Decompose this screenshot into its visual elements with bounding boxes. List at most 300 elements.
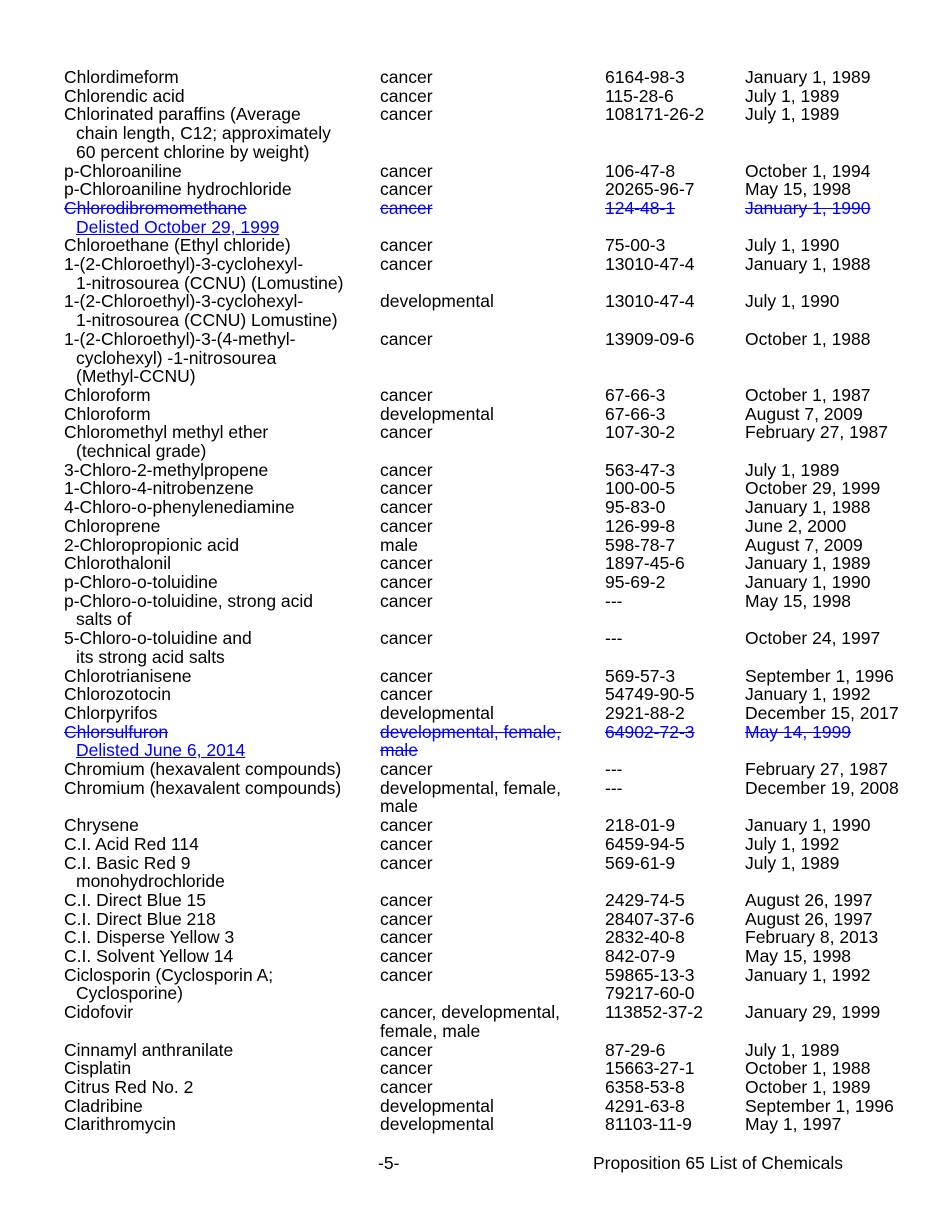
toxicity-type-cell: [380, 910, 605, 929]
date-listed-cell: [745, 517, 915, 536]
date-listed-cell: [745, 667, 915, 686]
chemical-name-cell: [64, 947, 380, 966]
date-listed-cell: [745, 1115, 915, 1134]
toxicity-type: cancer: [380, 946, 433, 967]
chemical-name: C.I. Basic Red 9: [64, 852, 191, 873]
chemical-name-cell: [64, 199, 380, 236]
cas-number-cell: [605, 629, 745, 666]
toxicity-type: cancer: [380, 684, 433, 705]
cas-number: 67-66-3: [605, 384, 666, 405]
chemical-name: C.I. Direct Blue 218: [64, 908, 216, 929]
cas-number-cell: [605, 68, 745, 87]
cas-number: 1897-45-6: [605, 553, 685, 574]
date-listed: October 1, 1988: [745, 328, 871, 349]
chemical-name-cell: [64, 180, 380, 199]
date-listed: October 1, 1988: [745, 1058, 871, 1079]
toxicity-type: cancer: [380, 179, 433, 200]
chemical-name: Ciclosporin (Cyclosporin A;: [64, 964, 274, 985]
table-row: [64, 947, 924, 966]
cas-number-cell: [605, 947, 745, 966]
cas-number: 20265-96-7: [605, 179, 695, 200]
date-listed: May 15, 1998: [745, 946, 852, 967]
chemical-name: Chromium (hexavalent compounds): [64, 759, 342, 780]
cas-number-cell: [605, 835, 745, 854]
date-listed-cell: [745, 405, 915, 424]
toxicity-type: cancer: [380, 197, 433, 218]
cas-number: ---: [605, 628, 623, 649]
cas-number: 87-29-6: [605, 1039, 666, 1060]
toxicity-type: male: [380, 796, 418, 817]
toxicity-type-cell: [380, 292, 605, 329]
table-row: [64, 723, 924, 760]
chemical-name: 1-(2-Chloroethyl)-3-cyclohexyl-: [64, 291, 304, 312]
date-listed-cell: [745, 854, 915, 891]
toxicity-type: developmental: [380, 1114, 494, 1135]
toxicity-type-cell: [380, 498, 605, 517]
table-row: [64, 779, 924, 816]
date-listed: January 1, 1990: [745, 197, 871, 218]
date-listed: February 8, 2013: [745, 927, 879, 948]
chemical-name: (technical grade): [76, 441, 207, 462]
toxicity-type-cell: [380, 68, 605, 87]
date-listed: January 1, 1992: [745, 684, 871, 705]
table-row: [64, 1078, 924, 1097]
cas-number-cell: [605, 1097, 745, 1116]
table-row: [64, 199, 924, 236]
delisted-note-link: [64, 218, 380, 237]
date-listed-cell: [745, 629, 915, 666]
toxicity-type-cell: [380, 704, 605, 723]
toxicity-type: cancer: [380, 833, 433, 854]
date-listed-cell: [745, 835, 915, 854]
table-row: [64, 292, 924, 329]
chemical-name: 1-nitrosourea (CCNU) Lomustine): [76, 310, 338, 331]
toxicity-type: cancer: [380, 459, 433, 480]
chemical-name: C.I. Solvent Yellow 14: [64, 946, 234, 967]
cas-number: ---: [605, 590, 623, 611]
toxicity-type: cancer: [380, 104, 433, 125]
cas-number: 115-28-6: [605, 85, 674, 106]
date-listed-cell: [745, 573, 915, 592]
table-row: [64, 835, 924, 854]
toxicity-type-cell: [380, 629, 605, 666]
date-listed: May 14, 1999: [745, 721, 852, 742]
chemical-name: 3-Chloro-2-methylpropene: [64, 459, 269, 480]
toxicity-type: cancer: [380, 628, 433, 649]
cas-number-cell: [605, 816, 745, 835]
date-listed-cell: [745, 479, 915, 498]
toxicity-type-cell: [380, 1097, 605, 1116]
table-row: [64, 461, 924, 480]
chemical-name-cell: [64, 1097, 380, 1116]
cas-number: 6164-98-3: [605, 67, 685, 87]
chemical-name: Chlorodibromomethane: [64, 197, 247, 218]
chemical-name-cell: [64, 105, 380, 161]
date-listed-cell: [745, 947, 915, 966]
date-listed-cell: [745, 199, 915, 236]
chemical-name: 4-Chloro-o-phenylenediamine: [64, 497, 295, 518]
toxicity-type-cell: [380, 423, 605, 460]
date-listed-cell: [745, 255, 915, 292]
chemical-name-cell: [64, 910, 380, 929]
toxicity-type-cell: [380, 928, 605, 947]
date-listed: August 7, 2009: [745, 534, 863, 555]
date-listed: February 27, 1987: [745, 759, 889, 780]
toxicity-type: cancer: [380, 665, 433, 686]
table-row: [64, 667, 924, 686]
delisted-link[interactable]: Delisted June 6, 2014: [76, 740, 246, 761]
chemical-name: 1-nitrosourea (CCNU) (Lomustine): [76, 272, 344, 293]
cas-number-cell: [605, 667, 745, 686]
table-row: [64, 162, 924, 181]
cas-number-cell: [605, 479, 745, 498]
toxicity-type: cancer: [380, 422, 433, 443]
toxicity-type-cell: [380, 685, 605, 704]
date-listed-cell: [745, 162, 915, 181]
toxicity-type: cancer: [380, 964, 433, 985]
cas-number-cell: [605, 199, 745, 236]
chemical-name-cell: [64, 405, 380, 424]
date-listed: October 1, 1989: [745, 1076, 871, 1097]
cas-number: 67-66-3: [605, 403, 666, 424]
date-listed-cell: [745, 68, 915, 87]
cas-number: 95-69-2: [605, 571, 666, 592]
chemical-name: Chloroform: [64, 403, 151, 424]
cas-number: 13909-09-6: [605, 328, 695, 349]
cas-number: 75-00-3: [605, 235, 666, 256]
toxicity-type-cell: [380, 891, 605, 910]
date-listed: January 1, 1992: [745, 964, 871, 985]
cas-number: 59865-13-3: [605, 964, 695, 985]
toxicity-type: cancer: [380, 85, 433, 106]
chemical-name-cell: [64, 704, 380, 723]
date-listed-cell: [745, 966, 915, 1003]
date-listed: December 15, 2017: [745, 702, 899, 723]
date-listed: October 29, 1999: [745, 478, 881, 499]
chemical-name-cell: [64, 891, 380, 910]
chemical-name: 1-Chloro-4-nitrobenzene: [64, 478, 254, 499]
cas-number-cell: [605, 87, 745, 106]
table-row: [64, 816, 924, 835]
chemical-name: p-Chloroaniline: [64, 160, 182, 181]
date-listed: January 1, 1988: [745, 497, 871, 518]
date-listed-cell: [745, 723, 915, 760]
chemical-name: Chlorsulfuron: [64, 721, 169, 742]
table-row: [64, 1097, 924, 1116]
toxicity-type-cell: [380, 405, 605, 424]
toxicity-type-cell: [380, 1041, 605, 1060]
date-listed: August 26, 1997: [745, 908, 873, 929]
table-row: [64, 405, 924, 424]
date-listed-cell: [745, 1003, 915, 1040]
cas-number: 15663-27-1: [605, 1058, 695, 1079]
chemical-name: Chloroprene: [64, 515, 161, 536]
table-row: [64, 891, 924, 910]
cas-number: ---: [605, 759, 623, 780]
toxicity-type-cell: [380, 1059, 605, 1078]
date-listed-cell: [745, 760, 915, 779]
date-listed: July 1, 1989: [745, 459, 840, 480]
cas-number: 218-01-9: [605, 815, 676, 836]
cas-number-cell: [605, 330, 745, 386]
toxicity-type-cell: [380, 536, 605, 555]
date-listed-cell: [745, 498, 915, 517]
chemical-name: chain length, C12; approximately: [76, 123, 331, 144]
date-listed: July 1, 1989: [745, 85, 840, 106]
cas-number-cell: [605, 292, 745, 329]
toxicity-type-cell: [380, 87, 605, 106]
chemical-name-cell: [64, 685, 380, 704]
toxicity-type: female, male: [380, 1020, 481, 1041]
chemical-name: monohydrochloride: [76, 871, 225, 892]
chemical-name-cell: [64, 854, 380, 891]
date-listed-cell: [745, 910, 915, 929]
date-listed-cell: [745, 236, 915, 255]
table-row: [64, 68, 924, 87]
cas-number: 563-47-3: [605, 459, 676, 480]
date-listed-cell: [745, 180, 915, 199]
chemical-name-cell: [64, 966, 380, 1003]
cas-number: 4291-63-8: [605, 1095, 685, 1116]
chemical-name: Cidofovir: [64, 1002, 134, 1023]
cas-number-cell: [605, 180, 745, 199]
date-listed-cell: [745, 423, 915, 460]
table-row: [64, 87, 924, 106]
cas-number: 842-07-9: [605, 946, 676, 967]
table-row: [64, 423, 924, 460]
toxicity-type-cell: [380, 816, 605, 835]
table-row: [64, 479, 924, 498]
cas-number: 13010-47-4: [605, 291, 695, 312]
chemical-name-cell: [64, 835, 380, 854]
cas-number: 569-57-3: [605, 665, 676, 686]
chemical-name: p-Chloro-o-toluidine, strong acid: [64, 590, 314, 611]
cas-number-cell: [605, 704, 745, 723]
date-listed: January 1, 1989: [745, 67, 871, 87]
date-listed-cell: [745, 1097, 915, 1116]
chemical-name: Chlorpyrifos: [64, 702, 158, 723]
table-row: [64, 910, 924, 929]
chemical-name-cell: [64, 629, 380, 666]
date-listed: December 19, 2008: [745, 777, 899, 798]
cas-number: 95-83-0: [605, 497, 666, 518]
chemical-name: Cyclosporine): [76, 983, 183, 1004]
table-row: [64, 330, 924, 386]
chemical-name: Chloroform: [64, 384, 151, 405]
cas-number: 79217-60-0: [605, 983, 695, 1004]
table-row: [64, 1003, 924, 1040]
chemical-name-cell: [64, 1078, 380, 1097]
cas-number: 81103-11-9: [605, 1114, 692, 1135]
toxicity-type: cancer: [380, 889, 433, 910]
cas-number-cell: [605, 236, 745, 255]
table-row: [64, 704, 924, 723]
toxicity-type-cell: [380, 162, 605, 181]
toxicity-type: cancer: [380, 927, 433, 948]
chemical-name-cell: [64, 479, 380, 498]
date-listed-cell: [745, 1078, 915, 1097]
chemical-name: Chlorendic acid: [64, 85, 185, 106]
table-row: [64, 928, 924, 947]
date-listed-cell: [745, 704, 915, 723]
cas-number-cell: [605, 386, 745, 405]
cas-number: 569-61-9: [605, 852, 676, 873]
toxicity-type-cell: [380, 255, 605, 292]
chemical-name-cell: [64, 779, 380, 816]
chemical-name: Chlorinated paraffins (Average: [64, 104, 301, 125]
toxicity-type: cancer: [380, 497, 433, 518]
date-listed-cell: [745, 685, 915, 704]
cas-number: 2832-40-8: [605, 927, 685, 948]
toxicity-type: cancer: [380, 254, 433, 275]
toxicity-type: male: [380, 534, 418, 555]
toxicity-type-cell: [380, 554, 605, 573]
cas-number-cell: [605, 1059, 745, 1078]
chemical-name-cell: [64, 592, 380, 629]
cas-number-cell: [605, 498, 745, 517]
table-row: [64, 1115, 924, 1134]
delisted-note-link: [64, 741, 380, 760]
date-listed: February 27, 1987: [745, 422, 889, 443]
cas-number-cell: [605, 910, 745, 929]
toxicity-type: cancer: [380, 908, 433, 929]
toxicity-type-cell: [380, 592, 605, 629]
cas-number: 28407-37-6: [605, 908, 695, 929]
chemical-name-cell: [64, 423, 380, 460]
toxicity-type-cell: [380, 573, 605, 592]
toxicity-type: developmental, female,: [380, 777, 561, 798]
chemical-name-cell: [64, 292, 380, 329]
toxicity-type: cancer: [380, 815, 433, 836]
toxicity-type-cell: [380, 835, 605, 854]
chemical-name-cell: [64, 1059, 380, 1078]
date-listed-cell: [745, 536, 915, 555]
date-listed: September 1, 1996: [745, 665, 894, 686]
page-number: -5-: [378, 1153, 400, 1173]
cas-number: 2921-88-2: [605, 702, 685, 723]
chemical-name: 2-Chloropropionic acid: [64, 534, 240, 555]
toxicity-type: cancer: [380, 1039, 433, 1060]
cas-number-cell: [605, 554, 745, 573]
chemical-name: C.I. Disperse Yellow 3: [64, 927, 235, 948]
chemical-name: Citrus Red No. 2: [64, 1076, 194, 1097]
toxicity-type-cell: [380, 779, 605, 816]
table-row: [64, 854, 924, 891]
date-listed: October 1, 1994: [745, 160, 871, 181]
toxicity-type: cancer: [380, 1058, 433, 1079]
cas-number-cell: [605, 685, 745, 704]
toxicity-type-cell: [380, 760, 605, 779]
chemical-name-cell: [64, 330, 380, 386]
chemical-name-cell: [64, 386, 380, 405]
chemical-name-cell: [64, 162, 380, 181]
chemical-name: Chloromethyl methyl ether: [64, 422, 269, 443]
table-row: [64, 255, 924, 292]
cas-number-cell: [605, 461, 745, 480]
date-listed: August 7, 2009: [745, 403, 863, 424]
toxicity-type: cancer, developmental,: [380, 1002, 560, 1023]
cas-number-cell: [605, 423, 745, 460]
date-listed-cell: [745, 816, 915, 835]
date-listed-cell: [745, 386, 915, 405]
toxicity-type: developmental: [380, 702, 494, 723]
chemical-name: Cisplatin: [64, 1058, 132, 1079]
toxicity-type-cell: [380, 461, 605, 480]
date-listed-cell: [745, 292, 915, 329]
cas-number: 6459-94-5: [605, 833, 685, 854]
chemical-name: p-Chloroaniline hydrochloride: [64, 179, 292, 200]
table-row: [64, 386, 924, 405]
chemical-name: Chlorotrianisene: [64, 665, 192, 686]
table-row: [64, 592, 924, 629]
chemical-name-cell: [64, 1003, 380, 1040]
cas-number-cell: [605, 255, 745, 292]
toxicity-type: cancer: [380, 478, 433, 499]
table-row: [64, 966, 924, 1003]
cas-number: 100-00-5: [605, 478, 676, 499]
chemical-name-cell: [64, 760, 380, 779]
chemical-name: C.I. Direct Blue 15: [64, 889, 206, 910]
chemical-name-cell: [64, 498, 380, 517]
date-listed-cell: [745, 87, 915, 106]
cas-number-cell: [605, 536, 745, 555]
table-row: [64, 536, 924, 555]
date-listed: January 1, 1990: [745, 571, 871, 592]
date-listed-cell: [745, 461, 915, 480]
chemical-name-cell: [64, 461, 380, 480]
cas-number: 108171-26-2: [605, 104, 705, 125]
toxicity-type-cell: [380, 236, 605, 255]
cas-number: 124-48-1: [605, 197, 676, 218]
cas-number: 598-78-7: [605, 534, 676, 555]
toxicity-type: developmental, female,: [380, 721, 561, 742]
cas-number-cell: [605, 573, 745, 592]
chemical-name-cell: [64, 236, 380, 255]
cas-number-cell: [605, 1078, 745, 1097]
cas-number: 64902-72-3: [605, 721, 695, 742]
chemical-name-cell: [64, 928, 380, 947]
date-listed: January 29, 1999: [745, 1002, 881, 1023]
toxicity-type-cell: [380, 330, 605, 386]
table-row: [64, 236, 924, 255]
cas-number: 2429-74-5: [605, 889, 685, 910]
toxicity-type: cancer: [380, 384, 433, 405]
toxicity-type: cancer: [380, 328, 433, 349]
chemical-name: salts of: [76, 609, 132, 630]
chemical-name-cell: [64, 68, 380, 87]
delisted-link[interactable]: Delisted October 29, 1999: [76, 216, 280, 237]
date-listed: May 15, 1998: [745, 179, 852, 200]
chemical-name-cell: [64, 255, 380, 292]
chemical-name-cell: [64, 1115, 380, 1134]
chemical-name-cell: [64, 517, 380, 536]
chemical-name: Clarithromycin: [64, 1114, 176, 1135]
toxicity-type-cell: [380, 517, 605, 536]
cas-number: 6358-53-8: [605, 1076, 685, 1097]
chemical-name-cell: [64, 723, 380, 760]
chemical-name-cell: [64, 573, 380, 592]
table-row: [64, 180, 924, 199]
chemical-name: p-Chloro-o-toluidine: [64, 571, 218, 592]
table-row: [64, 685, 924, 704]
table-row: [64, 760, 924, 779]
toxicity-type-cell: [380, 479, 605, 498]
toxicity-type-cell: [380, 1115, 605, 1134]
cas-number: 13010-47-4: [605, 254, 695, 275]
chemical-name-cell: [64, 554, 380, 573]
toxicity-type-cell: [380, 947, 605, 966]
chemical-name: 5-Chloro-o-toluidine and: [64, 628, 252, 649]
